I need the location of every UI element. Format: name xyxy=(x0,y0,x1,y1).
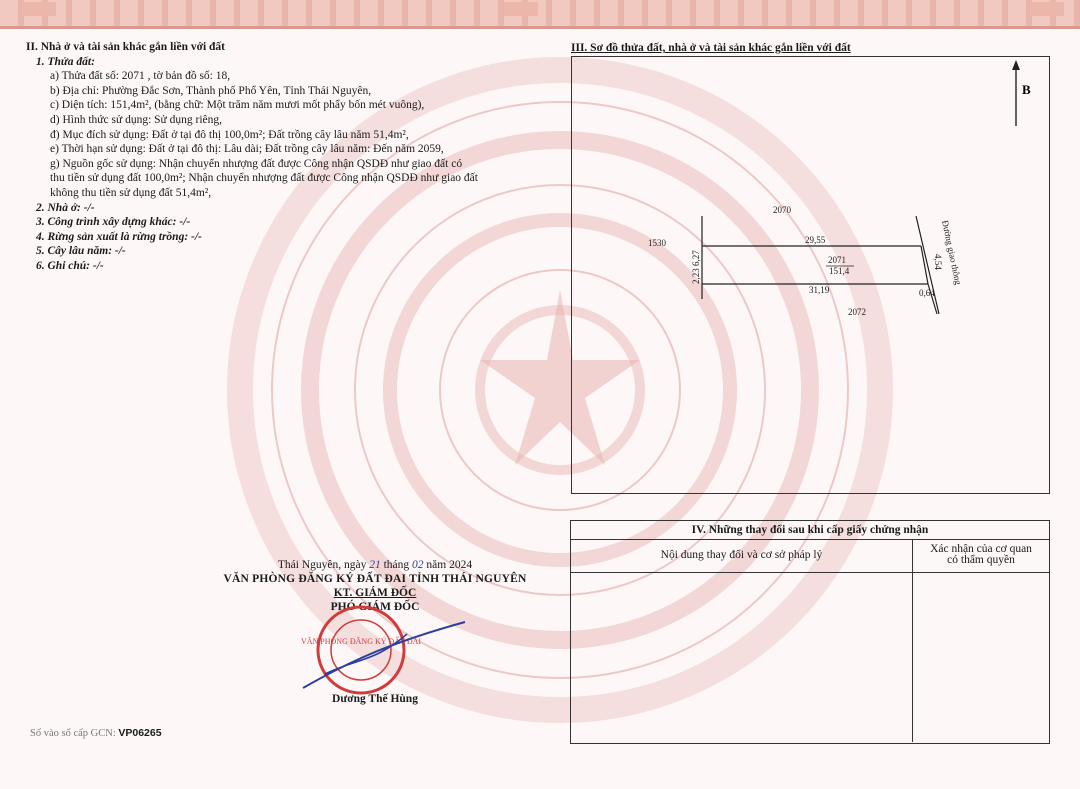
neighbor-parcel-bottom: 2072 xyxy=(848,307,866,317)
parcel-line: đ) Mục đích sử dụng: Đất ở tại đô thị 100,0m²; Đất trồng cây lâu năm 51,4m², xyxy=(50,128,409,141)
border-ornament xyxy=(1030,2,1064,16)
parcel-line: g) Nguồn gốc sử dụng: Nhận chuyển nhượng đất được Công nhận QSDĐ như giao đất có xyxy=(50,157,463,170)
border-ornament xyxy=(504,2,538,16)
changes-title: IV. Những thay đổi sau khi cấp giấy chứng nhận xyxy=(571,521,1049,540)
signatory-role: PHÓ GIÁM ĐỐC xyxy=(330,601,420,613)
registry-serial xyxy=(30,727,162,739)
change-content-cell xyxy=(571,573,913,742)
col-authority-confirmation xyxy=(913,540,1049,572)
changes-body-row xyxy=(571,573,1049,742)
parcel-number: 2071 xyxy=(828,255,846,265)
parcel-line: thu tiền sử dụng đất 100,0m²; Nhận chuyển nhượng đất được Công nhận QSDĐ như giao đất xyxy=(50,172,478,185)
parcel-line: d) Hình thức sử dụng: Sử dụng riêng, xyxy=(50,113,223,126)
edge-left-length: 2,23 6,27 xyxy=(691,250,701,284)
official-red-stamp xyxy=(300,604,422,696)
border-ornament xyxy=(22,2,56,16)
date-month-word: tháng xyxy=(383,559,410,571)
section-other-construction: 3. Công trình xây dựng khác: -/- xyxy=(36,216,191,229)
land-info-section xyxy=(26,40,546,274)
parcel-line: e) Thời hạn sử dụng: Đất ở tại đô thị: Lâu dài; Đất trồng cây lâu năm: Đến năm 2059, xyxy=(50,143,444,156)
edge-top-length: 29,55 xyxy=(805,235,826,245)
section-notes: 6. Ghi chú: -/- xyxy=(36,259,104,272)
changes-table xyxy=(570,520,1050,744)
issuing-office: VĂN PHÒNG ĐĂNG KÝ ĐẤT ĐAI TỈNH THÁI NGUYÊN xyxy=(223,573,527,585)
map-title: III. Sơ đồ thửa đất, nhà ở và tài sản khác gắn liền với đất xyxy=(571,42,851,54)
edge-right-length: 4,54 xyxy=(933,254,943,270)
neighbor-parcel-top: 2070 xyxy=(773,205,791,215)
serial-number: VP06265 xyxy=(118,727,162,739)
col2-line2: có thẩm quyền xyxy=(947,554,1015,566)
issue-date xyxy=(200,558,550,572)
section-production-forest: 4. Rừng sản xuất là rừng trồng: -/- xyxy=(36,230,202,243)
section-house: 2. Nhà ở: -/- xyxy=(36,201,95,214)
parcel-line: b) Địa chỉ: Phường Đắc Sơn, Thành phố Phổ Yên, Tỉnh Thái Nguyên, xyxy=(50,84,372,97)
col2-line1: Xác nhận của cơ quan xyxy=(930,543,1032,555)
date-month: 02 xyxy=(412,559,424,571)
serial-prefix: Số vào sổ cấp GCN: xyxy=(30,728,116,739)
date-prefix: Thái Nguyên, ngày xyxy=(277,559,367,571)
section-perennial-trees: 5. Cây lâu năm: -/- xyxy=(36,245,126,258)
road-label: Đường giao thông xyxy=(940,219,964,286)
edge-bottom-length: 31,19 xyxy=(809,285,830,295)
top-border-band xyxy=(0,0,1080,29)
changes-header-row xyxy=(571,540,1049,573)
neighbor-parcel-left: 1530 xyxy=(648,238,666,248)
col-change-content: Nội dung thay đổi và cơ sở pháp lý xyxy=(571,540,913,572)
parcel-diagram xyxy=(571,56,1048,492)
parcel-area: 151,4 xyxy=(829,266,850,276)
date-year: năm 2024 xyxy=(426,559,473,571)
date-day: 21 xyxy=(369,559,381,571)
stamp-text: VĂN PHÒNG ĐĂNG KÝ ĐẤT ĐAI xyxy=(300,637,422,646)
authority-cell xyxy=(913,573,1049,742)
edge-corner-length: 0,64 xyxy=(919,288,935,298)
parcel-line: a) Thửa đất số: 2071 , tờ bản đồ số: 18, xyxy=(50,70,231,83)
parcel-heading: 1. Thửa đất: xyxy=(36,55,95,68)
section-ii-title: II. Nhà ở và tài sản khác gắn liền với đất xyxy=(26,41,226,53)
signatory-kt: KT. GIÁM ĐỐC xyxy=(333,587,417,599)
signatory-name: Dương Thế Hùng xyxy=(332,693,418,705)
parcel-line: không thu tiền sử dụng đất 51,4m², xyxy=(50,186,212,199)
north-label: B xyxy=(1022,82,1031,97)
parcel-line: c) Diện tích: 151,4m², (bằng chữ: Một trăm năm mươi mốt phẩy bốn mét vuông), xyxy=(50,99,425,112)
